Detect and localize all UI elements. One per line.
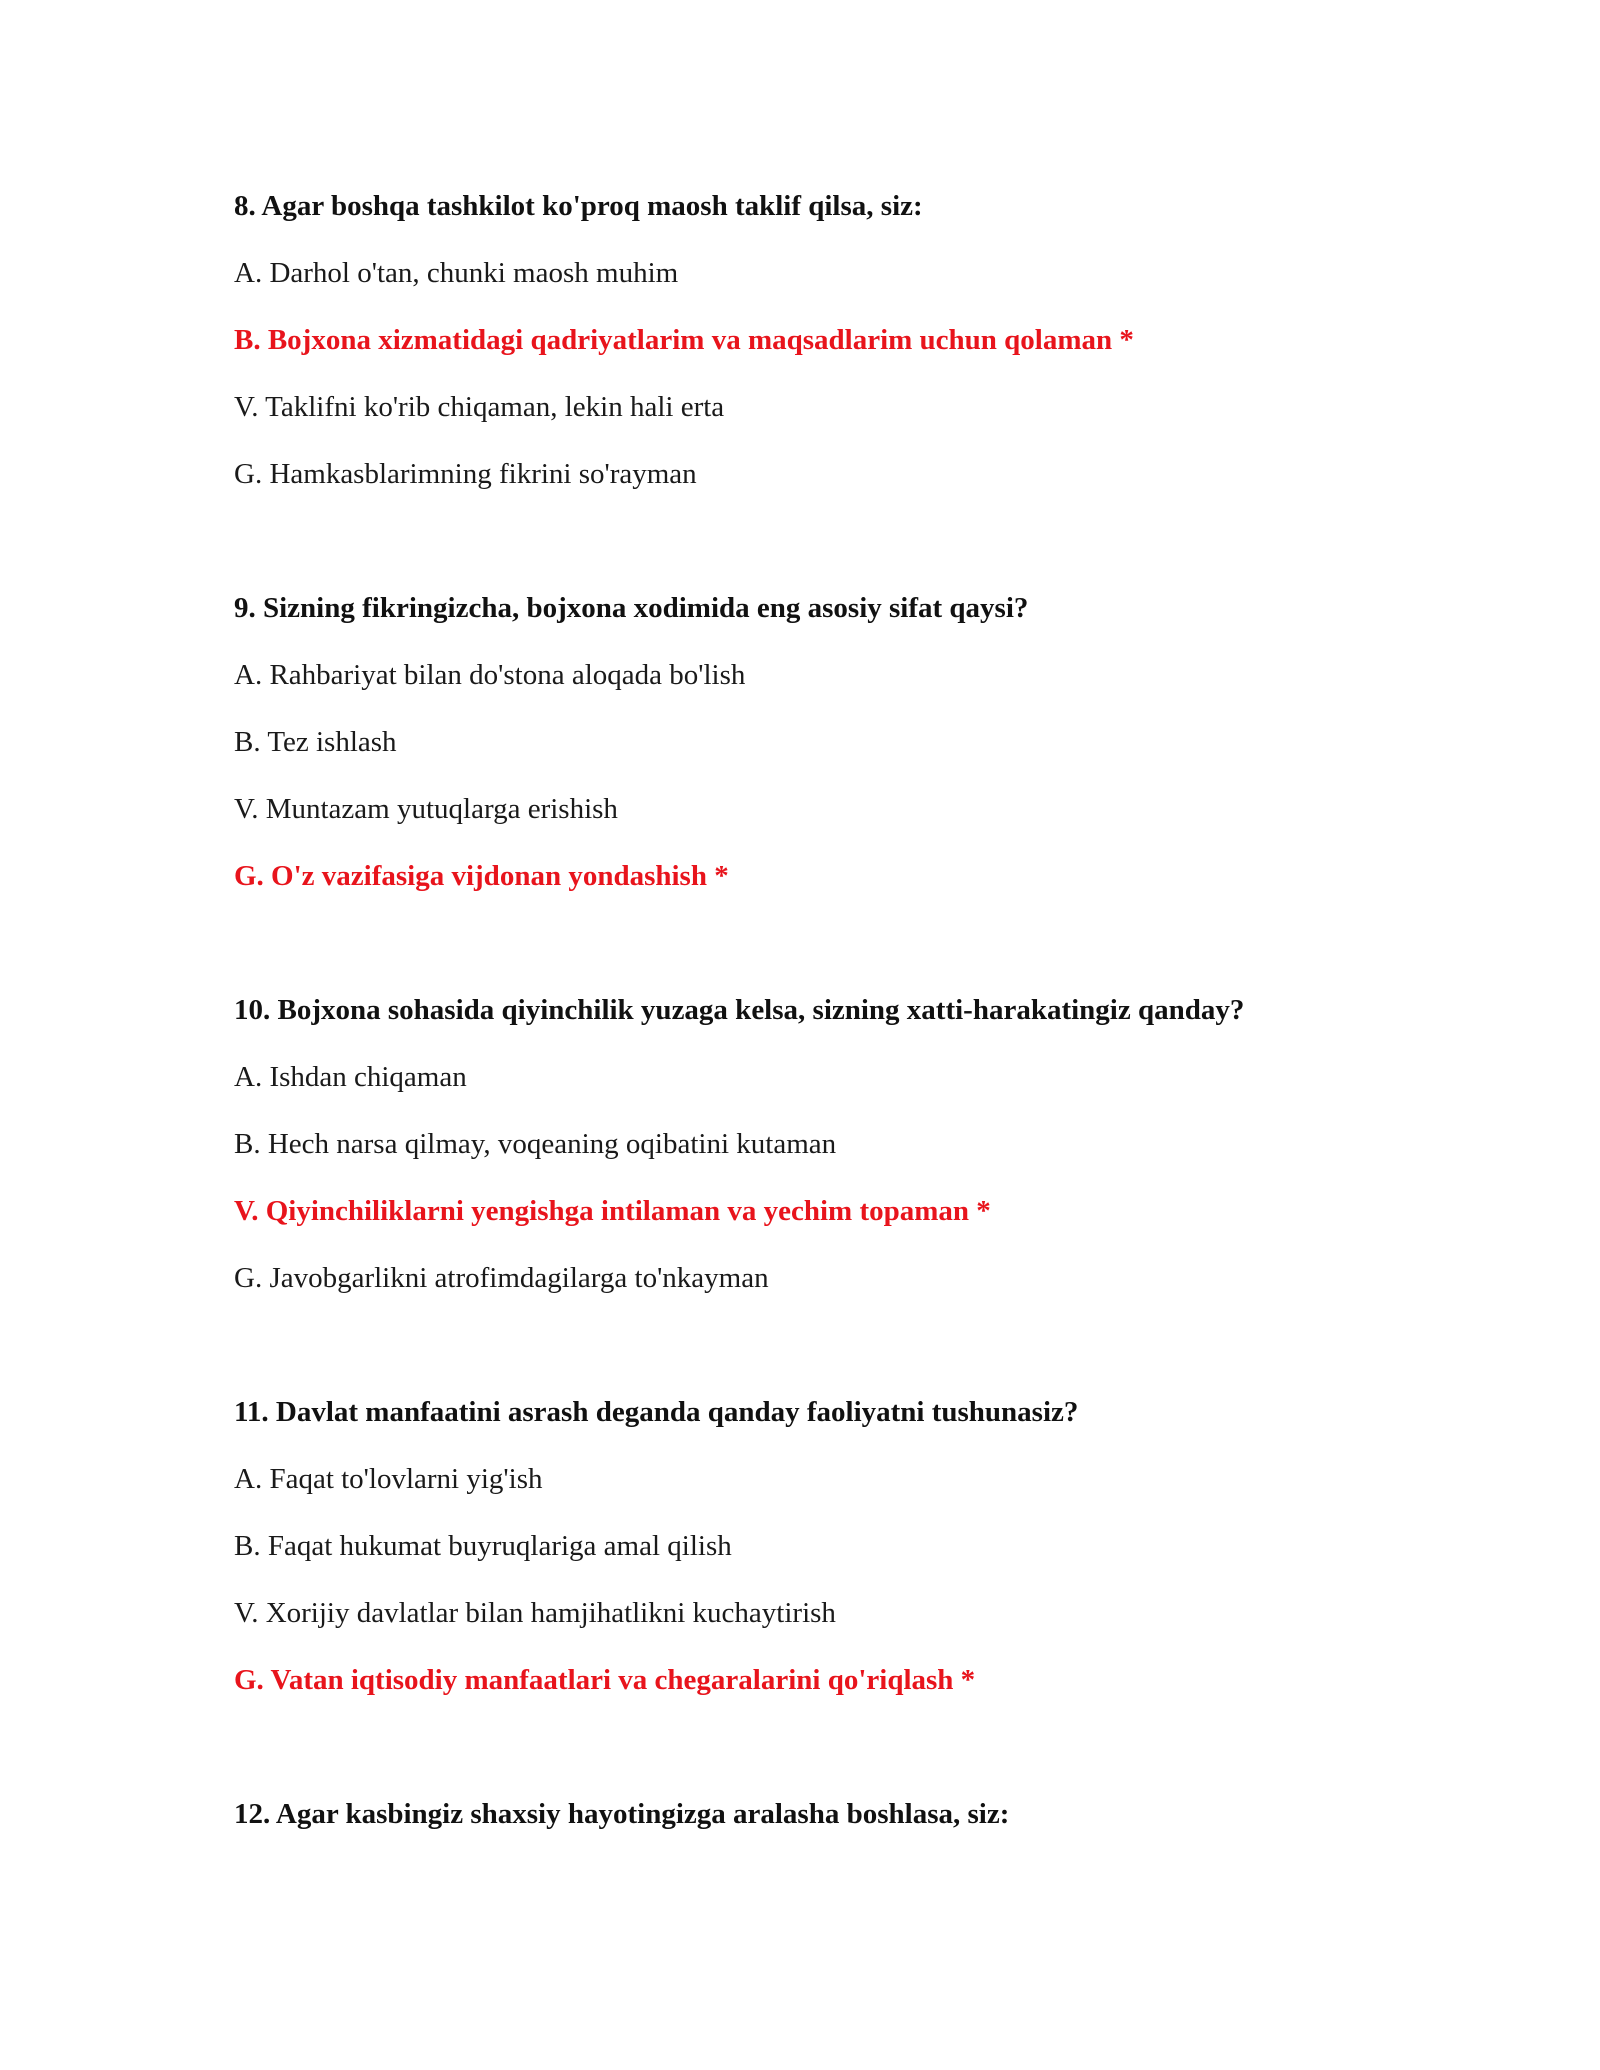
question-8-option-a: A. Darhol o'tan, chunki maosh muhim (234, 257, 679, 289)
question-9-option-b: B. Tez ishlash (234, 726, 397, 758)
question-8-option-v: V. Taklifni ko'rib chiqaman, lekin hali erta (234, 391, 725, 423)
question-11-option-g-correct: G. Vatan iqtisodiy manfaatlari va chegaralarini qo'riqlash * (234, 1664, 976, 1696)
question-8-option-b-correct: B. Bojxona xizmatidagi qadriyatlarim va maqsadlarim uchun qolaman * (234, 324, 1134, 356)
question-9-option-g-correct: G. O'z vazifasiga vijdonan yondashish * (234, 860, 729, 892)
question-11-option-b: B. Faqat hukumat buyruqlariga amal qilish (234, 1530, 732, 1562)
question-12-title: 12. Agar kasbingiz shaxsiy hayotingizga aralasha boshlasa, siz: (234, 1798, 1010, 1830)
question-10-title: 10. Bojxona sohasida qiyinchilik yuzaga kelsa, sizning xatti-harakatingiz qanday? (234, 994, 1245, 1026)
question-8-title: 8. Agar boshqa tashkilot ko'proq maosh taklif qilsa, siz: (234, 190, 923, 222)
question-8-option-g: G. Hamkasblarimning fikrini so'rayman (234, 458, 697, 490)
question-10-option-a: A. Ishdan chiqaman (234, 1061, 467, 1093)
question-9-option-v: V. Muntazam yutuqlarga erishish (234, 793, 618, 825)
question-10-option-g: G. Javobgarlikni atrofimdagilarga to'nkayman (234, 1262, 769, 1294)
question-11-title: 11. Davlat manfaatini asrash deganda qanday faoliyatni tushunasiz? (234, 1396, 1079, 1428)
question-11-option-a: A. Faqat to'lovlarni yig'ish (234, 1463, 543, 1495)
question-10-option-b: B. Hech narsa qilmay, voqeaning oqibatini kutaman (234, 1128, 837, 1160)
question-11-option-v: V. Xorijiy davlatlar bilan hamjihatlikni kuchaytirish (234, 1597, 836, 1629)
question-9-title: 9. Sizning fikringizcha, bojxona xodimida eng asosiy sifat qaysi? (234, 592, 1029, 624)
question-10-option-v-correct: V. Qiyinchiliklarni yengishga intilaman va yechim topaman * (234, 1195, 991, 1227)
question-9-option-a: A. Rahbariyat bilan do'stona aloqada bo'lish (234, 659, 746, 691)
